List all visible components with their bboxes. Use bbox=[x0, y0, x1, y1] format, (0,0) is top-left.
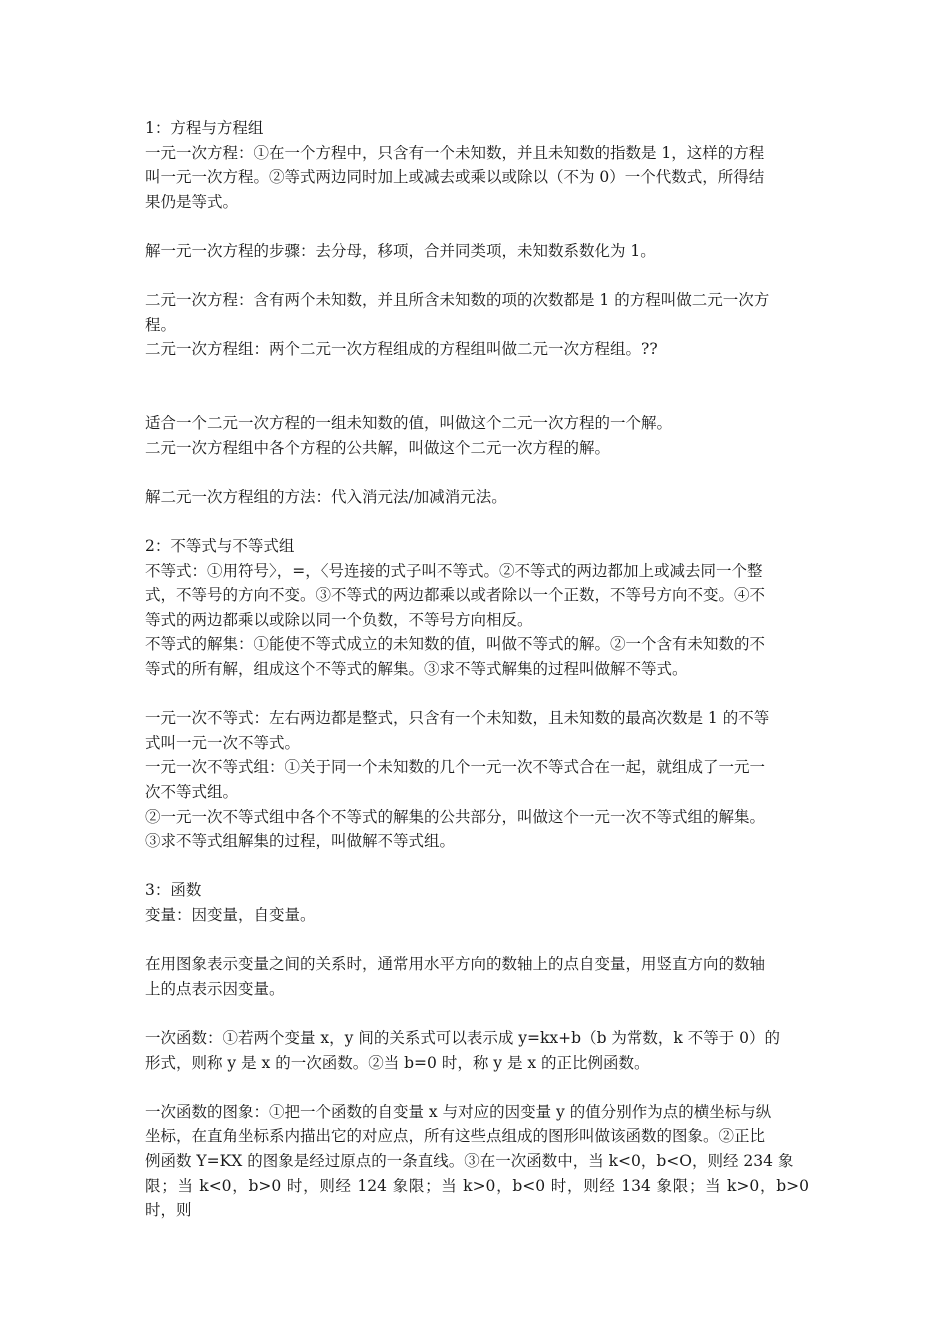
text-line: 式叫一元一次不等式。 bbox=[145, 733, 301, 752]
text-line: 次不等式组。 bbox=[145, 783, 239, 802]
blank-line bbox=[145, 928, 809, 953]
text-line: 解二元一次方程组的方法：代入消元法/加减消元法。 bbox=[145, 487, 507, 506]
text-line: ③求不等式组解集的过程，叫做解不等式组。 bbox=[145, 832, 456, 851]
text-line: 1：方程与方程组 bbox=[145, 119, 264, 137]
blank-line bbox=[145, 682, 809, 707]
text-line: 一次函数的图象：①把一个函数的自变量 x 与对应的因变量 y 的值分别作为点的横坐标与纵 bbox=[145, 1102, 772, 1121]
text-line: 适合一个二元一次方程的一组未知数的值，叫做这个二元一次方程的一个解。 bbox=[145, 414, 673, 433]
text-line: 程。 bbox=[145, 315, 177, 334]
text-line: 2：不等式与不等式组 bbox=[145, 537, 295, 556]
blank-line bbox=[145, 387, 809, 412]
text-line: 等式的所有解，组成这个不等式的解集。③求不等式解集的过程叫做解不等式。 bbox=[145, 660, 688, 679]
text-line: 坐标，在直角坐标系内描出它的对应点，所有这些点组成的图形叫做该函数的图象。②正比 bbox=[145, 1127, 766, 1146]
text-line: 解一元一次方程的步骤：去分母，移项，合并同类项，未知数系数化为 1。 bbox=[145, 241, 656, 260]
blank-line bbox=[145, 264, 809, 289]
document-body bbox=[145, 116, 814, 1223]
blank-line bbox=[145, 214, 809, 239]
text-line: 3：函数 bbox=[145, 881, 202, 900]
text-line: 二元一次方程组：两个二元一次方程组成的方程组叫做二元一次方程组。?? bbox=[145, 340, 658, 359]
blank-line bbox=[145, 510, 809, 535]
text-line: 上的点表示因变量。 bbox=[145, 979, 285, 998]
text-line: 限；当 k<0，b>0 时，则经 124 象限；当 k>0，b<0 时，则经 134 象限；当 k>0，b>0 时，则 bbox=[145, 1176, 814, 1220]
text-line: 一元一次不等式组：①关于同一个未知数的几个一元一次不等式合在一起，就组成了一元一 bbox=[145, 758, 766, 777]
text-line: 变量：因变量，自变量。 bbox=[145, 906, 316, 924]
text-line: 二元一次方程：含有两个未知数，并且所含未知数的项的次数都是 1 的方程叫做二元一次方 bbox=[145, 291, 770, 310]
text-line: 果仍是等式。 bbox=[145, 192, 239, 211]
text-line: 在用图象表示变量之间的关系时，通常用水平方向的数轴上的点自变量，用竖直方向的数轴 bbox=[145, 955, 766, 974]
blank-line bbox=[145, 854, 809, 879]
text-line: 例函数 Y=KX 的图象是经过原点的一条直线。③在一次函数中，当 k<0，b<O，则经 234 象 bbox=[145, 1151, 794, 1170]
text-line: 等式的两边都乘以或除以同一个负数，不等号方向相反。 bbox=[145, 610, 533, 629]
text-line: 式，不等号的方向不变。③不等式的两边都乘以或者除以一个正数，不等号方向不变。④不 bbox=[145, 586, 766, 605]
text-line: 二元一次方程组中各个方程的公共解，叫做这个二元一次方程的解。 bbox=[145, 438, 611, 457]
text-line: 不等式：①用符号〉，=，〈号连接的式子叫不等式。②不等式的两边都加上或减去同一个整 bbox=[145, 561, 763, 580]
text-line: 一次函数：①若两个变量 x，y 间的关系式可以表示成 y=kx+b（b 为常数，k 不等于 0）的 bbox=[145, 1028, 781, 1047]
blank-line bbox=[145, 1001, 809, 1026]
text-line: ②一元一次不等式组中各个不等式的解集的公共部分，叫做这个一元一次不等式组的解集。 bbox=[145, 807, 766, 826]
blank-line bbox=[145, 1075, 809, 1100]
blank-line bbox=[145, 460, 809, 485]
text-line: 不等式的解集：①能使不等式成立的未知数的值，叫做不等式的解。②一个含有未知数的不 bbox=[145, 635, 766, 654]
text-line: 形式，则称 y 是 x 的一次函数。②当 b=0 时，称 y 是 x 的正比例函数。 bbox=[145, 1053, 650, 1072]
text-line: 叫一元一次方程。②等式两边同时加上或减去或乘以或除以（不为 0）一个代数式，所得结 bbox=[145, 168, 765, 187]
blank-line bbox=[145, 362, 809, 387]
text-line: 一元一次方程：①在一个方程中，只含有一个未知数，并且未知数的指数是 1，这样的方程 bbox=[145, 143, 765, 162]
text-line: 一元一次不等式：左右两边都是整式，只含有一个未知数，且未知数的最高次数是 1 的不等 bbox=[145, 709, 770, 728]
